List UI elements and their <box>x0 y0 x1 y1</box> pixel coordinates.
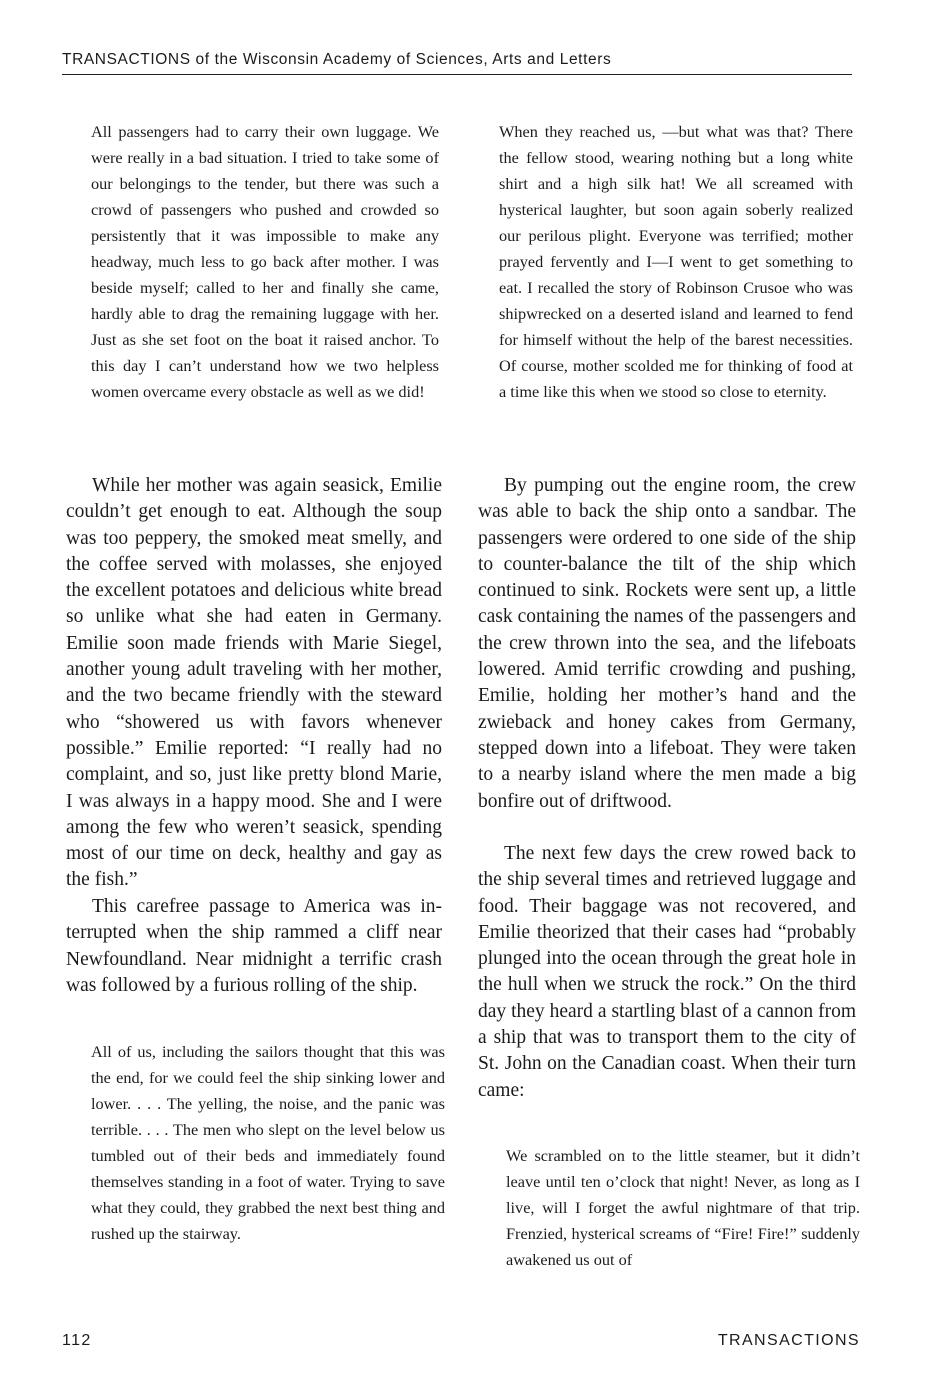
running-header <box>62 48 852 75</box>
page-number: 112 <box>62 1332 92 1349</box>
body-paragraph: While her mother was again seasick, Emilie couldn’t get enough to eat. Although the soup was too peppery, the smoked meat smelly, and the coffee served with molasses, she enjoyed the excellent potatoes and delicious white bread so unlike what she had eaten in Germany. Emilie soon made friends with Marie Siegel, another young adult traveling with her mother, and the two became friendly with the steward who “showered us with favors whenever possible.” Emilie reported: “I really had no complaint, and so, just like pretty blond Marie, I was always in a happy mood. She and I were among the few who weren’t seasick, spending most of our time on deck, healthy and gay as the fish.” <box>66 475 442 891</box>
running-title: TRANSACTIONS of the Wisconsin Academy of Sciences, Arts and Letters <box>62 51 612 68</box>
block-quote: We scrambled on to the little steamer, but it didn’t leave until ten o’clock that night! Never, as long as I live, will I forget the awful nightmare of that trip. Frenzied, hysterical screams of “Fire! Fire!” suddenly awakened us out of <box>506 1146 860 1269</box>
block-quote: When they reached us, —but what was that? There the fellow stood, wearing nothing but a long white shirt and a high silk hat! We all screamed with hysterical laughter, but soon again soberly realized our perilous plight. Everyone was terrified; mother prayed fervently and I—I went to get something to eat. I recalled the story of Robinson Crusoe who was shipwrecked on a deserted island and learned to fend for himself without the help of the barest necessities. Of course, mother scolded me for thinking of food at a time like this when we stood so close to eternity. <box>499 122 853 401</box>
body-paragraph: The next few days the crew rowed back to the ship several times and retrieved luggage and food. Their baggage was not recovered, and Emilie theorized that their cases had “probably plunged into the ocean through the great hole in the hull when we struck the rock.” On the third day they heard a startling blast of a cannon from a ship that was to transport them to the city of St. John on the Canadian coast. When their turn came: <box>478 843 856 1101</box>
block-quote: All passengers had to carry their own luggage. We were really in a bad situation. I tried to take some of our belongings to the tender, but there was such a crowd of passengers who pushed and crowded so persistently that it was impossible to make any headway, much less to go back after mother. I was beside myself; called to her and finally she came, hardly able to drag the remaining luggage with her. Just as she set foot on the boat it raised anchor. To this day I can’t understand how we two helpless women overcame every obstacle as well as we did! <box>91 122 439 401</box>
footer-section-label: TRANSACTIONS <box>717 1332 860 1349</box>
block-quote: All of us, including the sailors thought that this was the end, for we could feel the ship sinking lower and lower. . . . The yelling, the noise, and the panic was terrible. . . . The men who slept on the level below us tumbled out of their beds and immediately found themselves standing in a foot of water. Trying to save what they could, they grabbed the next best thing and rushed up the stairway. <box>91 1042 445 1243</box>
body-paragraph: By pumping out the engine room, the crew was able to back the ship onto a sandbar. The passengers were ordered to one side of the ship to counter-balance the tilt of the ship which continued to sink. Rockets were sent up, a little cask containing the names of the passengers and the crew thrown into the sea, and the lifeboats lowered. Amid terrific crowding and pushing, Emilie, holding her mother’s hand and the zwieback and honey cakes from Germany, stepped down into a lifeboat. They were taken to a nearby island where the men made a big bonfire out of driftwood. <box>478 475 856 812</box>
body-paragraph: This carefree passage to America was interrupted when the ship rammed a cliff near Newfoundland. Near midnight a terrific crash was followed by a furious rolling of the ship. <box>66 896 442 996</box>
